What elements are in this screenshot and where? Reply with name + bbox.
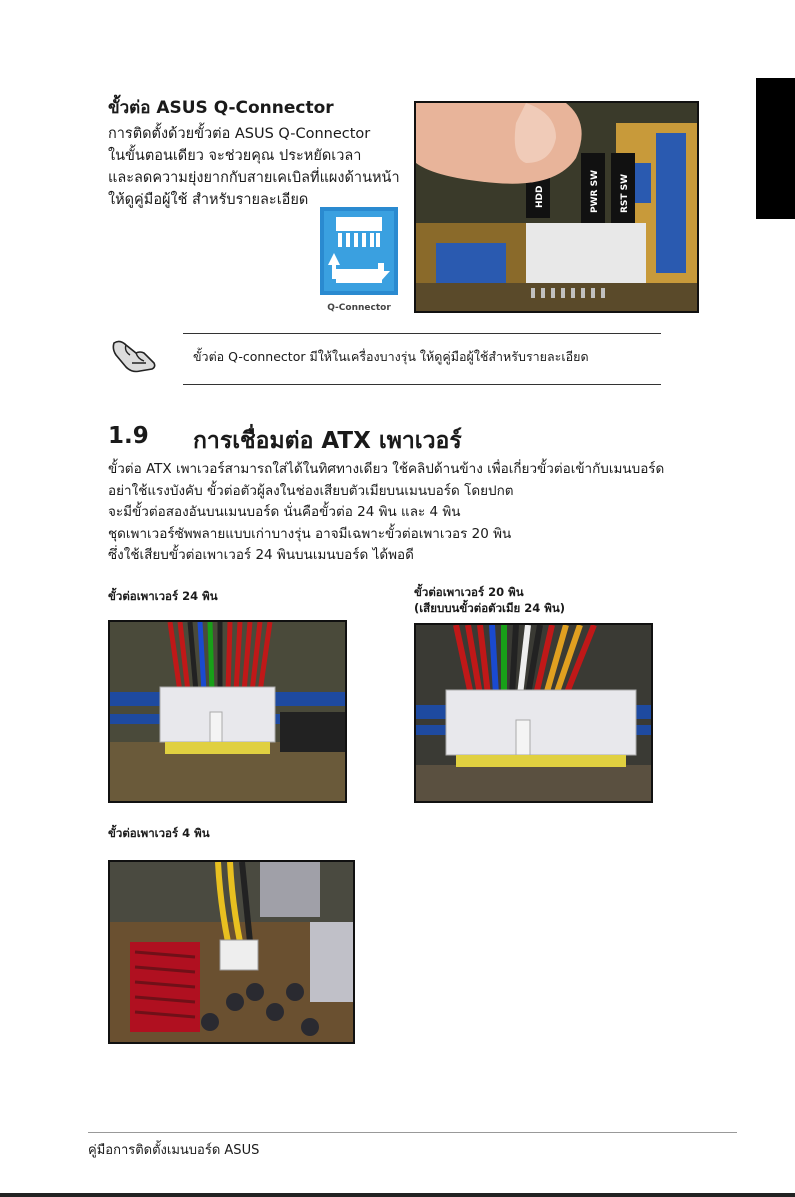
qconnector-photo	[414, 101, 699, 313]
qconnector-logo-label: Q-Connector	[327, 303, 391, 313]
chapter-side-tab	[756, 78, 795, 219]
photo-label-rst: RST SW	[620, 173, 630, 213]
qconnector-line: ในขั้นตอนเดียว จะช่วยคุณ ประหยัดเวลา	[108, 148, 362, 164]
note-bottom-rule	[183, 384, 661, 385]
caption-24pin: ขั้วต่อเพาเวอร์ 24 พิน	[108, 589, 218, 603]
section-body-line: ขั้วต่อ ATX เพาเวอร์สามารถใส่ได้ในทิศทางเดียว ใช้คลิปด้านข้าง เพื่อเกี่ยวขั้วต่อเข้ากับเมนบอร์ด	[108, 461, 665, 477]
qconnector-line: การติดตั้งด้วยขั้วต่อ ASUS Q-Connector	[108, 126, 371, 142]
section-title: การเชื่อมต่อ ATX เพาเวอร์	[193, 428, 462, 454]
section-number: 1.9	[108, 423, 149, 449]
qconnector-line: ให้ดูคู่มือผู้ใช้ สำหรับรายละเอียด	[108, 192, 309, 208]
photo-label-pwr: PWR SW	[590, 170, 600, 213]
page-bottom-bar	[0, 1193, 795, 1197]
section-body-line: จะมีขั้วต่อสองอันบนเมนบอร์ด นั่นคือขั้วต่อ 24 พิน และ 4 พิน	[108, 504, 461, 521]
qconnector-line: และลดความยุ่งยากกับสายเคเบิลที่แผงด้านหน้า	[108, 170, 400, 186]
qconnector-logo	[320, 207, 398, 315]
section-body-line: อย่าใช้แรงบังคับ ขั้วต่อตัวผู้ลงในช่องเสียบตัวเมียบนเมนบอร์ด โดยปกต	[108, 482, 514, 499]
photo-4pin-connector	[108, 860, 355, 1044]
note-top-rule	[183, 333, 661, 334]
photo-24pin-connector	[108, 620, 347, 803]
photo-20pin-connector	[414, 623, 653, 803]
caption-4pin: ขั้วต่อเพาเวอร์ 4 พิน	[108, 826, 210, 840]
note-hand-icon	[110, 333, 158, 377]
section-body-line: ชุดเพาเวอร์ซัพพลายแบบเก่าบางรุ่น อาจมีเฉพาะขั้วต่อเพาเวอร 20 พิน	[108, 525, 512, 542]
section-body	[108, 459, 664, 567]
footer-text: คู่มือการติดตั้งเมนบอร์ด ASUS	[88, 1143, 260, 1158]
caption-20pin: ขั้วต่อเพาเวอร์ 20 พิน	[414, 585, 524, 599]
note-text: ขั้วต่อ Q-connector มีให้ในเครื่องบางรุ่น ให้ดูคู่มือผู้ใช้สำหรับรายละเอียด	[193, 349, 589, 364]
section-body-line: ซึ่งใช้เสียบขั้วต่อเพาเวอร์ 24 พินบนเมนบอร์ด ได้พอดี	[108, 547, 414, 564]
photo-label-hdd: HDD	[535, 185, 545, 208]
footer-rule	[88, 1132, 737, 1133]
qconnector-title: ขั้วต่อ ASUS Q-Connector	[108, 98, 334, 118]
caption-20pin-note: (เสียบบนขั้วต่อตัวเมีย 24 พิน)	[414, 601, 565, 615]
qconnector-description	[108, 123, 408, 211]
